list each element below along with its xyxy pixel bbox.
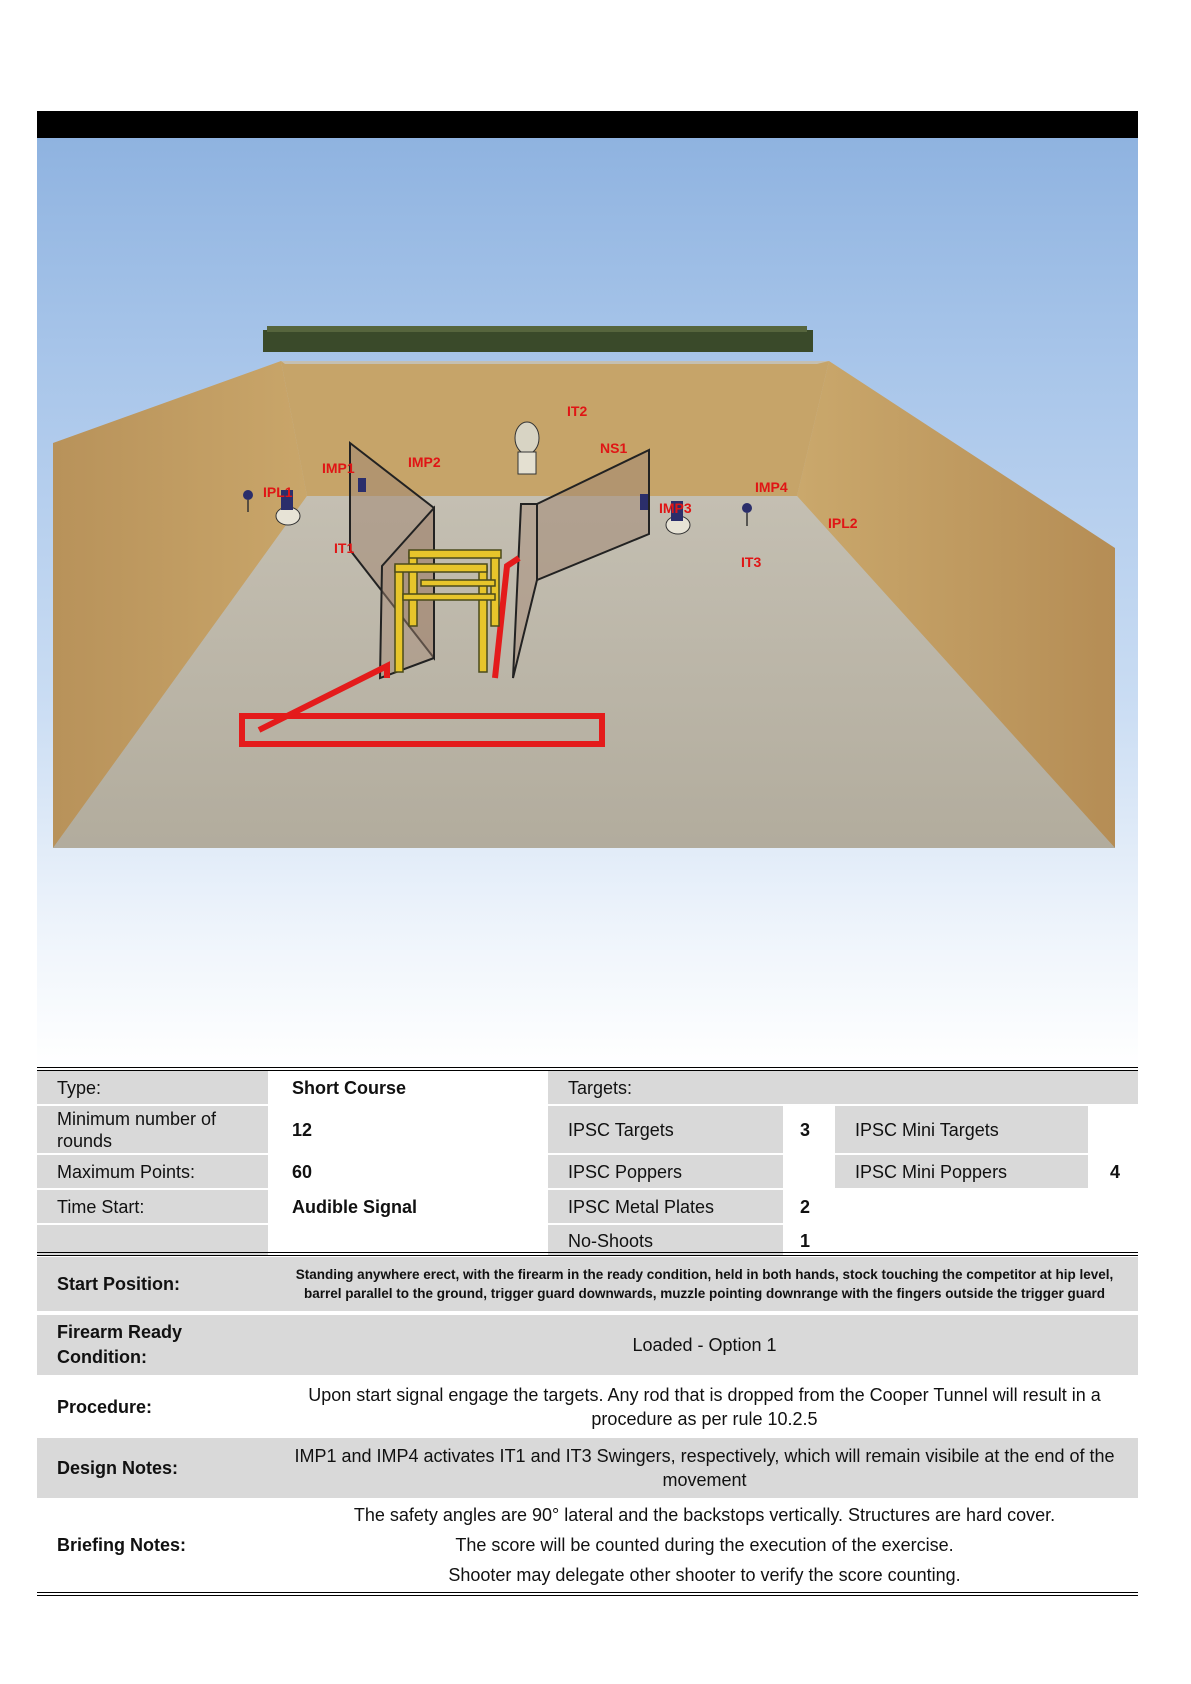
start-position-label: Start Position: (57, 1273, 181, 1294)
label-IT1: IT1 (334, 540, 355, 556)
ipsc-mini-targets-label: IPSC Mini Targets (835, 1106, 1088, 1153)
no-shoots-label: No-Shoots (548, 1225, 783, 1256)
label-IT3: IT3 (741, 554, 762, 570)
start-position-text: Standing anywhere erect, with the firearm in the ready condition, held in both hands, stock touching the competitor at hip level, barrel parallel to the ground, trigger guard downwards, muzzle pointing downrange with the fingers outside the trigger guard (295, 1267, 1114, 1301)
label-NS1: NS1 (600, 440, 628, 456)
procedure-row (37, 1377, 1138, 1437)
label-IMP1: IMP1 (322, 460, 355, 476)
target-IMP3 (640, 494, 648, 510)
procedure-label: Procedure: (57, 1396, 153, 1417)
ipsc-mini-poppers-label: IPSC Mini Poppers (835, 1155, 1088, 1188)
label-IPL2: IPL2 (828, 515, 858, 531)
min-rounds-label: Minimum number of rounds (37, 1106, 268, 1153)
design-notes-label: Design Notes: (57, 1457, 179, 1478)
target-IPL1 (243, 490, 253, 500)
type-label: Type: (37, 1071, 268, 1104)
briefing-notes-text (271, 1499, 1138, 1591)
briefing-note-line: Shooter may delegate other shooter to verify the score counting. (448, 1565, 961, 1585)
briefing-notes-label: Briefing Notes: (57, 1534, 187, 1555)
label-IT2: IT2 (567, 403, 588, 419)
design-notes-row (37, 1438, 1138, 1498)
no-shoots-value: 1 (800, 1230, 811, 1251)
firearm-ready-label: Firearm Ready Condition: (57, 1322, 183, 1367)
firearm-ready-text: Loaded - Option 1 (632, 1335, 777, 1355)
ipsc-poppers-label: IPSC Poppers (548, 1155, 783, 1188)
label-IPL1: IPL1 (263, 484, 293, 500)
procedure-text: Upon start signal engage the targets. Any rod that is dropped from the Cooper Tunnel will result in a procedure as per rule 10.2.5 (308, 1385, 1101, 1429)
max-points-label: Maximum Points: (37, 1155, 268, 1188)
label-IMP4: IMP4 (755, 479, 788, 495)
table-mid-rule (37, 1252, 1138, 1256)
target-IT2 (515, 422, 539, 474)
start-position-row (37, 1257, 1138, 1311)
time-start-label: Time Start: (37, 1190, 268, 1223)
ipsc-metal-plates-label: IPSC Metal Plates (548, 1190, 783, 1223)
header-bar (37, 111, 1138, 138)
targets-label: Targets: (548, 1071, 1138, 1104)
firearm-ready-row (37, 1315, 1138, 1375)
label-IMP2: IMP2 (408, 454, 441, 470)
label-IMP3: IMP3 (659, 500, 692, 516)
max-points-value: 60 (292, 1161, 313, 1182)
target-IPL2 (742, 503, 752, 513)
ipsc-mini-poppers-value: 4 (1110, 1161, 1121, 1182)
table-bottom-rule (37, 1592, 1138, 1596)
target-IMP2 (358, 478, 366, 492)
time-start-value: Audible Signal (292, 1196, 418, 1217)
range-illustration (37, 138, 1138, 1068)
min-rounds-value: 12 (292, 1119, 313, 1140)
briefing-note-line: The safety angles are 90° lateral and the backstops vertically. Structures are hard cover. (353, 1505, 1056, 1525)
ipsc-metal-plates-value: 2 (800, 1196, 811, 1217)
type-value: Short Course (292, 1077, 407, 1098)
hedge (263, 330, 813, 352)
ipsc-targets-label: IPSC Targets (548, 1106, 783, 1153)
stage-diagram (37, 138, 1138, 1068)
briefing-note-line: The score will be counted during the execution of the exercise. (455, 1535, 954, 1555)
ipsc-targets-value: 3 (800, 1119, 811, 1140)
briefing-notes-row (37, 1499, 1138, 1591)
design-notes-text: IMP1 and IMP4 activates IT1 and IT3 Swingers, respectively, which will remain visibile at the end of the movement (294, 1446, 1115, 1490)
